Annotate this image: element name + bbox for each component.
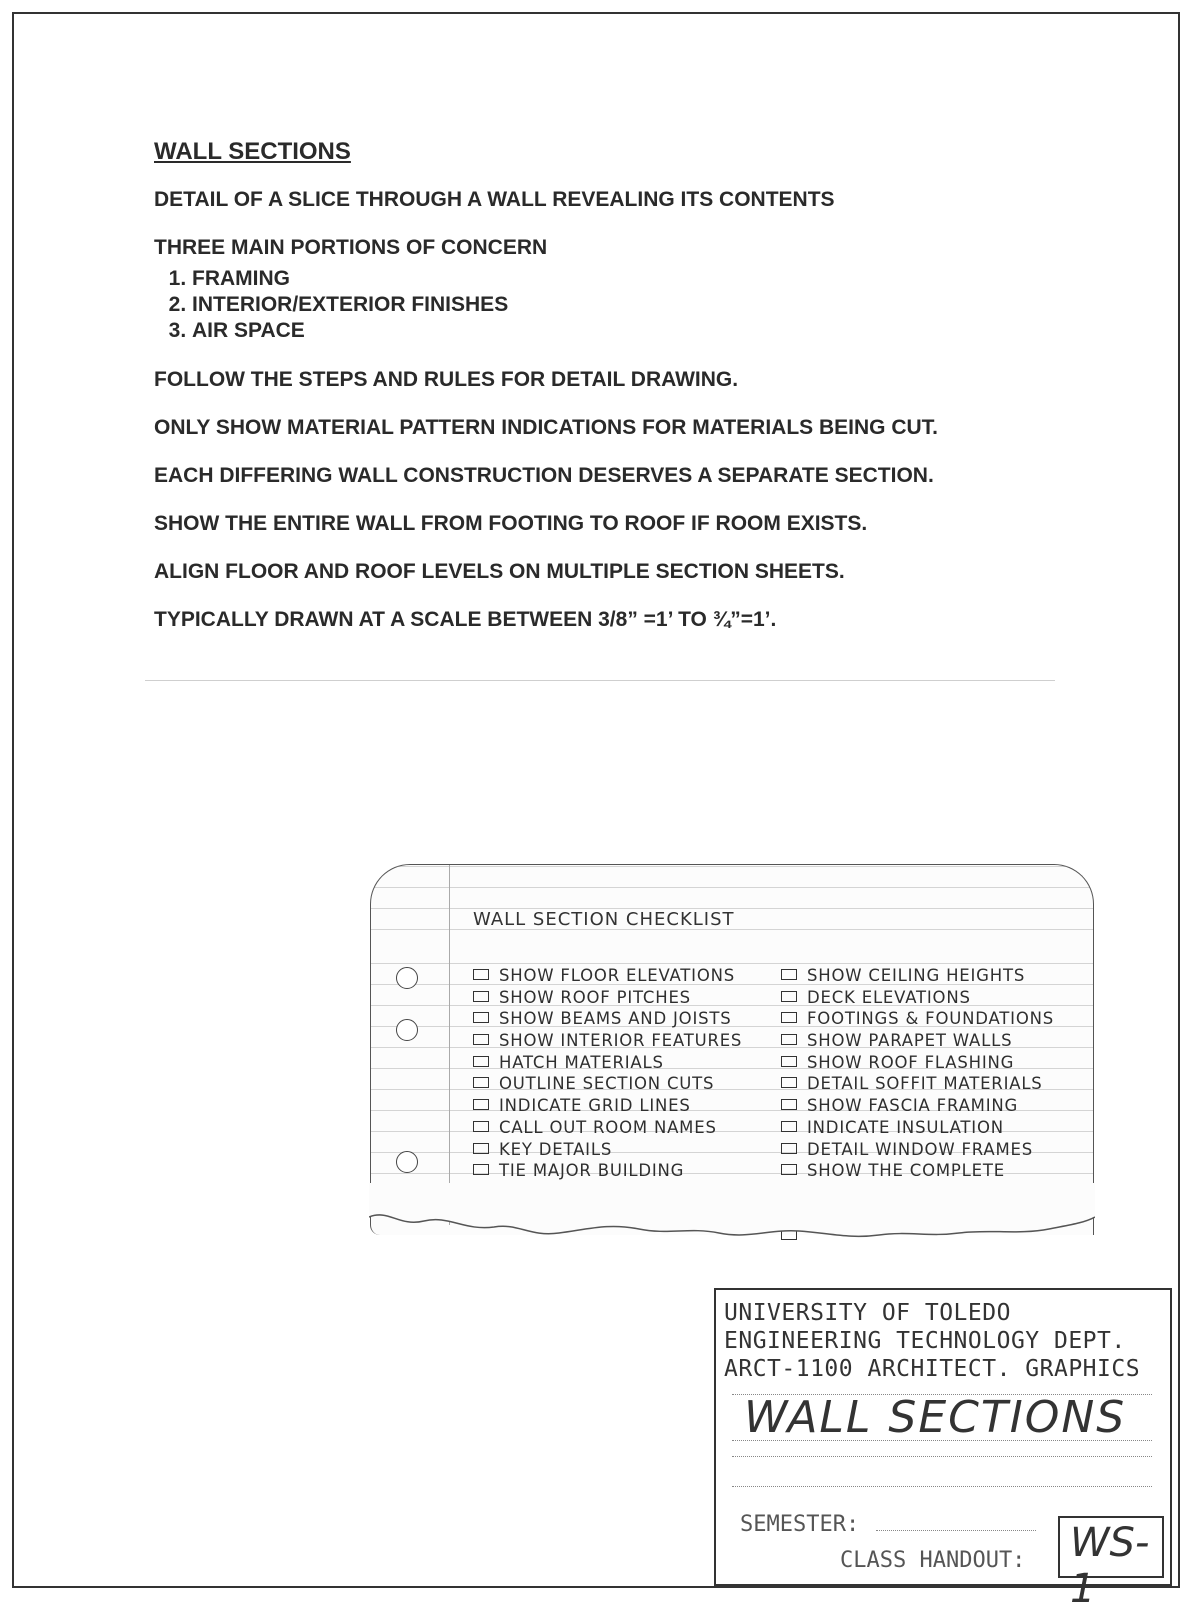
rule-text: FOLLOW THE STEPS AND RULES FOR DETAIL DRAWING. — [154, 368, 739, 391]
checkbox-icon — [781, 969, 797, 980]
checkbox-icon — [473, 1121, 489, 1132]
punch-hole-icon — [396, 1151, 418, 1173]
checklist-item — [473, 1139, 742, 1161]
portions-list — [154, 266, 1054, 344]
checkbox-icon — [473, 1012, 489, 1023]
checklist-item — [473, 1052, 742, 1074]
portion-item: 2. INTERIOR/EXTERIOR FINISHES — [192, 292, 1054, 318]
sheet-number: WS-1 — [1070, 1520, 1150, 1612]
checklist-item-label: SHOW THE COMPLETE — [807, 1161, 1006, 1181]
checklist-item-label: SHOW PARAPET WALLS — [807, 1031, 1013, 1051]
punch-hole-icon — [396, 967, 418, 989]
rule-text: TYPICALLY DRAWN AT A SCALE BETWEEN 3/8” =1’ TO ¾”=1’. — [154, 608, 777, 631]
checkbox-icon — [781, 1164, 797, 1175]
checklist-item — [473, 987, 742, 1009]
checklist-item — [473, 1117, 742, 1139]
title-guide-line — [732, 1486, 1152, 1487]
checklist-item-label: SHOW INTERIOR FEATURES — [499, 1031, 743, 1051]
checkbox-icon — [473, 1164, 489, 1175]
checklist-item — [473, 965, 742, 987]
semester-label: SEMESTER: — [740, 1512, 860, 1537]
wall-section-notes — [154, 138, 1054, 656]
checklist-item-label: HATCH MATERIALS — [499, 1052, 664, 1072]
checklist-item-label: SHOW FLOOR ELEVATIONS — [499, 966, 736, 985]
checklist-item-label: OUTLINE SECTION CUTS — [499, 1074, 715, 1094]
checklist-item-label: DETAIL SOFFIT MATERIALS — [807, 1074, 1043, 1094]
title-guide-line — [732, 1440, 1152, 1441]
punch-hole-icon — [396, 1019, 418, 1041]
title-guide-line — [732, 1456, 1152, 1457]
department-name: ENGINEERING TECHNOLOGY DEPT. — [724, 1328, 1126, 1354]
checklist-item-label: TIE MAJOR BUILDING — [499, 1161, 685, 1181]
checklist-item — [781, 965, 1054, 987]
checklist-item — [781, 1139, 1054, 1161]
checklist-item — [781, 1117, 1054, 1139]
checklist-item — [781, 1073, 1054, 1095]
checkbox-icon — [781, 1056, 797, 1067]
notepad-margin-line — [449, 865, 450, 1225]
checkbox-icon — [473, 1034, 489, 1045]
checklist-item — [473, 1008, 742, 1030]
checklist-item-label: INDICATE INSULATION — [807, 1117, 1004, 1137]
checkbox-icon — [781, 1099, 797, 1110]
checklist-item — [473, 1095, 742, 1117]
checklist-item-label: DETAIL WINDOW FRAMES — [807, 1139, 1034, 1159]
checklist-item — [781, 1030, 1054, 1052]
semester-blank-line — [876, 1530, 1036, 1531]
title-block — [714, 1288, 1172, 1612]
checkbox-icon — [781, 1012, 797, 1023]
checklist-item-label: KEY DETAILS — [499, 1139, 613, 1159]
checkbox-icon — [781, 1121, 797, 1132]
checklist-item-label: FOOTINGS & FOUNDATIONS — [807, 1009, 1055, 1029]
checkbox-icon — [781, 1143, 797, 1154]
checklist-item — [473, 1030, 742, 1052]
checklist-item-label: SHOW FASCIA FRAMING — [807, 1096, 1019, 1116]
rule-text: ONLY SHOW MATERIAL PATTERN INDICATIONS FOR MATERIALS BEING CUT. — [154, 416, 939, 439]
checkbox-icon — [473, 1143, 489, 1154]
checklist-left-column — [473, 965, 742, 1204]
rule-text: EACH DIFFERING WALL CONSTRUCTION DESERVES A SEPARATE SECTION. — [154, 464, 934, 487]
checklist-item-label: SHOW ROOF FLASHING — [807, 1052, 1015, 1072]
checklist-item — [781, 1052, 1054, 1074]
checklist-item — [781, 1160, 1054, 1182]
rule-text: ALIGN FLOOR AND ROOF LEVELS ON MULTIPLE SECTION SHEETS. — [154, 560, 845, 583]
checklist-item — [781, 987, 1054, 1009]
university-name: UNIVERSITY OF TOLEDO — [724, 1300, 1011, 1326]
checklist-item — [781, 1008, 1054, 1030]
checkbox-icon — [473, 1077, 489, 1088]
checklist-title: WALL SECTION CHECKLIST — [473, 909, 735, 930]
checkbox-icon — [473, 1056, 489, 1067]
divider-line — [145, 680, 1055, 681]
checklist-item — [781, 1095, 1054, 1117]
checklist-item-label: CALL OUT ROOM NAMES — [499, 1117, 717, 1137]
checkbox-icon — [781, 1077, 797, 1088]
checklist-item — [473, 1160, 742, 1182]
sheet-number-box — [1058, 1516, 1164, 1612]
portion-item: 1. FRAMING — [192, 266, 1054, 292]
checkbox-icon — [473, 1099, 489, 1110]
checklist-item-label: SHOW CEILING HEIGHTS — [807, 966, 1026, 985]
class-handout-label: CLASS HANDOUT: — [840, 1548, 1026, 1573]
checklist-item — [473, 1073, 742, 1095]
checklist-item-label: DECK ELEVATIONS — [807, 987, 971, 1007]
checklist-item-label: INDICATE GRID LINES — [499, 1096, 691, 1116]
checklist-item-label: SHOW ROOF PITCHES — [499, 987, 691, 1007]
portions-heading: THREE MAIN PORTIONS OF CONCERN — [154, 236, 548, 259]
checkbox-icon — [473, 969, 489, 980]
checklist-card — [370, 864, 1094, 1235]
notes-title: WALL SECTIONS — [154, 138, 351, 165]
checkbox-icon — [781, 991, 797, 1002]
portion-item: 3. AIR SPACE — [192, 318, 1054, 344]
torn-paper-edge — [369, 1183, 1095, 1243]
rule-text: SHOW THE ENTIRE WALL FROM FOOTING TO ROOF IF ROOM EXISTS. — [154, 512, 868, 535]
checkbox-icon — [473, 991, 489, 1002]
checklist-item-label: SHOW BEAMS AND JOISTS — [499, 1009, 732, 1029]
course-name: ARCT-1100 ARCHITECT. GRAPHICS — [724, 1356, 1141, 1382]
sheet-title: WALL SECTIONS — [744, 1392, 1127, 1443]
definition-text: DETAIL OF A SLICE THROUGH A WALL REVEALING ITS CONTENTS — [154, 188, 835, 211]
checkbox-icon — [781, 1034, 797, 1045]
